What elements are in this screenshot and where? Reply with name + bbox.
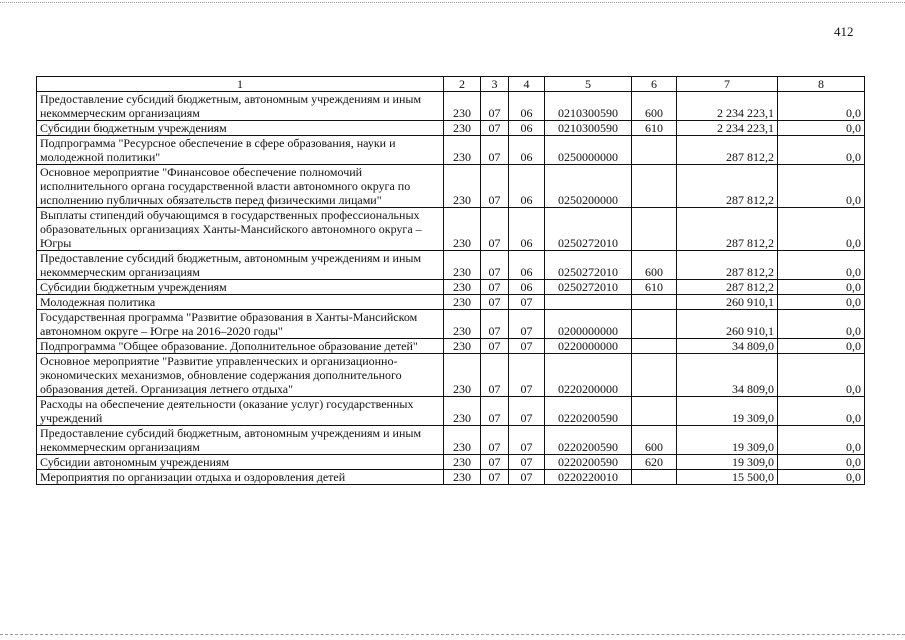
row-change-cell: 0,0 — [778, 251, 865, 280]
row-subsection-cell: 06 — [509, 92, 545, 121]
top-scan-edge — [0, 2, 905, 3]
row-target-cell: 0250200000 — [545, 165, 632, 208]
row-change-cell: 0,0 — [778, 208, 865, 251]
row-type-cell: 600 — [632, 251, 677, 280]
row-amount-cell: 287 812,2 — [677, 136, 778, 165]
row-code-cell: 230 — [444, 339, 481, 354]
row-type-cell — [632, 165, 677, 208]
row-name-cell: Предоставление субсидий бюджетным, автономным учреждениям и иным некоммерческим организациям — [37, 251, 444, 280]
row-section-cell: 07 — [481, 121, 509, 136]
row-amount-cell: 287 812,2 — [677, 165, 778, 208]
row-amount-cell: 15 500,0 — [677, 470, 778, 485]
row-subsection-cell: 07 — [509, 295, 545, 310]
row-type-cell: 610 — [632, 280, 677, 295]
row-amount-cell: 260 910,1 — [677, 310, 778, 339]
table-row — [37, 354, 865, 397]
row-name-cell: Предоставление субсидий бюджетным, автономным учреждениям и иным некоммерческим организациям — [37, 92, 444, 121]
row-section-cell: 07 — [481, 426, 509, 455]
row-amount-cell: 260 910,1 — [677, 295, 778, 310]
row-section-cell: 07 — [481, 280, 509, 295]
row-name-cell: Мероприятия по организации отдыха и оздоровления детей — [37, 470, 444, 485]
row-target-cell: 0220200000 — [545, 354, 632, 397]
row-amount-cell: 287 812,2 — [677, 280, 778, 295]
table-row — [37, 121, 865, 136]
row-change-cell: 0,0 — [778, 354, 865, 397]
row-target-cell: 0210300590 — [545, 121, 632, 136]
row-change-cell: 0,0 — [778, 92, 865, 121]
row-type-cell: 600 — [632, 426, 677, 455]
row-type-cell: 620 — [632, 455, 677, 470]
row-section-cell: 07 — [481, 295, 509, 310]
row-code-cell: 230 — [444, 354, 481, 397]
row-amount-cell: 2 234 223,1 — [677, 92, 778, 121]
row-code-cell: 230 — [444, 92, 481, 121]
row-amount-cell: 19 309,0 — [677, 426, 778, 455]
row-target-cell: 0220220010 — [545, 470, 632, 485]
row-subsection-cell: 06 — [509, 280, 545, 295]
row-name-cell: Субсидии автономным учреждениям — [37, 455, 444, 470]
row-code-cell: 230 — [444, 470, 481, 485]
table-row — [37, 92, 865, 121]
row-name-cell: Основное мероприятие "Финансовое обеспечение полномочий исполнительного органа государственной власти автономного округа по исполнению публичных обязательств перед физическими лицами" — [37, 165, 444, 208]
row-code-cell: 230 — [444, 208, 481, 251]
header-cell: 8 — [778, 77, 865, 92]
row-type-cell — [632, 310, 677, 339]
row-section-cell: 07 — [481, 208, 509, 251]
row-subsection-cell: 07 — [509, 310, 545, 339]
row-name-cell: Государственная программа "Развитие образования в Ханты-Мансийском автономном округе – Югре на 2016–2020 годы" — [37, 310, 444, 339]
table-row — [37, 426, 865, 455]
row-name-cell: Субсидии бюджетным учреждениям — [37, 121, 444, 136]
table-row — [37, 295, 865, 310]
table-row — [37, 136, 865, 165]
row-change-cell: 0,0 — [778, 397, 865, 426]
row-change-cell: 0,0 — [778, 426, 865, 455]
row-target-cell: 0250272010 — [545, 251, 632, 280]
row-type-cell — [632, 470, 677, 485]
table-row — [37, 339, 865, 354]
row-target-cell: 0250000000 — [545, 136, 632, 165]
row-amount-cell: 287 812,2 — [677, 208, 778, 251]
table-header-row — [37, 77, 865, 92]
table-row — [37, 397, 865, 426]
row-section-cell: 07 — [481, 354, 509, 397]
row-code-cell: 230 — [444, 455, 481, 470]
row-type-cell — [632, 397, 677, 426]
row-subsection-cell: 07 — [509, 339, 545, 354]
row-section-cell: 07 — [481, 470, 509, 485]
row-amount-cell: 34 809,0 — [677, 354, 778, 397]
row-code-cell: 230 — [444, 165, 481, 208]
row-section-cell: 07 — [481, 92, 509, 121]
row-change-cell: 0,0 — [778, 295, 865, 310]
bottom-scan-edge — [0, 634, 905, 635]
row-name-cell: Подпрограмма "Ресурсное обеспечение в сфере образования, науки и молодежной политики" — [37, 136, 444, 165]
row-change-cell: 0,0 — [778, 455, 865, 470]
row-target-cell: 0220200590 — [545, 397, 632, 426]
row-code-cell: 230 — [444, 136, 481, 165]
row-name-cell: Предоставление субсидий бюджетным, автономным учреждениям и иным некоммерческим организациям — [37, 426, 444, 455]
row-code-cell: 230 — [444, 397, 481, 426]
row-target-cell: 0210300590 — [545, 92, 632, 121]
row-type-cell — [632, 295, 677, 310]
row-subsection-cell: 06 — [509, 165, 545, 208]
row-target-cell: 0220000000 — [545, 339, 632, 354]
row-name-cell: Расходы на обеспечение деятельности (оказание услуг) государственных учреждений — [37, 397, 444, 426]
row-change-cell: 0,0 — [778, 280, 865, 295]
row-code-cell: 230 — [444, 251, 481, 280]
row-type-cell — [632, 354, 677, 397]
row-amount-cell: 2 234 223,1 — [677, 121, 778, 136]
row-type-cell: 610 — [632, 121, 677, 136]
header-cell: 5 — [545, 77, 632, 92]
row-type-cell — [632, 339, 677, 354]
row-section-cell: 07 — [481, 455, 509, 470]
row-amount-cell: 19 309,0 — [677, 455, 778, 470]
row-section-cell: 07 — [481, 251, 509, 280]
row-amount-cell: 34 809,0 — [677, 339, 778, 354]
table-row — [37, 280, 865, 295]
row-change-cell: 0,0 — [778, 165, 865, 208]
row-section-cell: 07 — [481, 310, 509, 339]
header-cell: 7 — [677, 77, 778, 92]
header-cell: 2 — [444, 77, 481, 92]
row-type-cell — [632, 136, 677, 165]
row-target-cell: 0200000000 — [545, 310, 632, 339]
row-name-cell: Субсидии бюджетным учреждениям — [37, 280, 444, 295]
row-change-cell: 0,0 — [778, 339, 865, 354]
row-target-cell: 0250272010 — [545, 208, 632, 251]
row-amount-cell: 19 309,0 — [677, 397, 778, 426]
row-name-cell: Основное мероприятие "Развитие управленческих и организационно-экономических механизмов, обновление содержания дополнительного образования детей. Организация летнего отдыха" — [37, 354, 444, 397]
table-row — [37, 470, 865, 485]
row-name-cell: Подпрограмма "Общее образование. Дополнительное образование детей" — [37, 339, 444, 354]
row-target-cell: 0220200590 — [545, 426, 632, 455]
table-body — [37, 92, 865, 485]
row-amount-cell: 287 812,2 — [677, 251, 778, 280]
header-cell: 4 — [509, 77, 545, 92]
header-cell: 1 — [37, 77, 444, 92]
row-name-cell: Выплаты стипендий обучающимся в государственных профессиональных образовательных организациях Ханты-Мансийского автономного округа – Югры — [37, 208, 444, 251]
row-change-cell: 0,0 — [778, 121, 865, 136]
row-section-cell: 07 — [481, 136, 509, 165]
row-subsection-cell: 07 — [509, 455, 545, 470]
header-cell: 6 — [632, 77, 677, 92]
table-row — [37, 310, 865, 339]
table-row — [37, 455, 865, 470]
row-subsection-cell: 07 — [509, 354, 545, 397]
table-row — [37, 251, 865, 280]
row-code-cell: 230 — [444, 426, 481, 455]
row-subsection-cell: 07 — [509, 397, 545, 426]
row-target-cell — [545, 295, 632, 310]
row-subsection-cell: 07 — [509, 426, 545, 455]
row-subsection-cell: 06 — [509, 251, 545, 280]
row-change-cell: 0,0 — [778, 470, 865, 485]
row-section-cell: 07 — [481, 165, 509, 208]
row-subsection-cell: 06 — [509, 208, 545, 251]
row-subsection-cell: 07 — [509, 470, 545, 485]
row-type-cell — [632, 208, 677, 251]
row-name-cell: Молодежная политика — [37, 295, 444, 310]
row-target-cell: 0250272010 — [545, 280, 632, 295]
row-section-cell: 07 — [481, 339, 509, 354]
row-section-cell: 07 — [481, 397, 509, 426]
row-code-cell: 230 — [444, 121, 481, 136]
row-subsection-cell: 06 — [509, 136, 545, 165]
header-cell: 3 — [481, 77, 509, 92]
row-code-cell: 230 — [444, 310, 481, 339]
row-target-cell: 0220200590 — [545, 455, 632, 470]
table-row — [37, 165, 865, 208]
budget-table — [36, 76, 865, 485]
row-code-cell: 230 — [444, 280, 481, 295]
table-row — [37, 208, 865, 251]
row-code-cell: 230 — [444, 295, 481, 310]
row-change-cell: 0,0 — [778, 136, 865, 165]
row-type-cell: 600 — [632, 92, 677, 121]
row-subsection-cell: 06 — [509, 121, 545, 136]
page-number: 412 — [834, 24, 854, 39]
row-change-cell: 0,0 — [778, 310, 865, 339]
